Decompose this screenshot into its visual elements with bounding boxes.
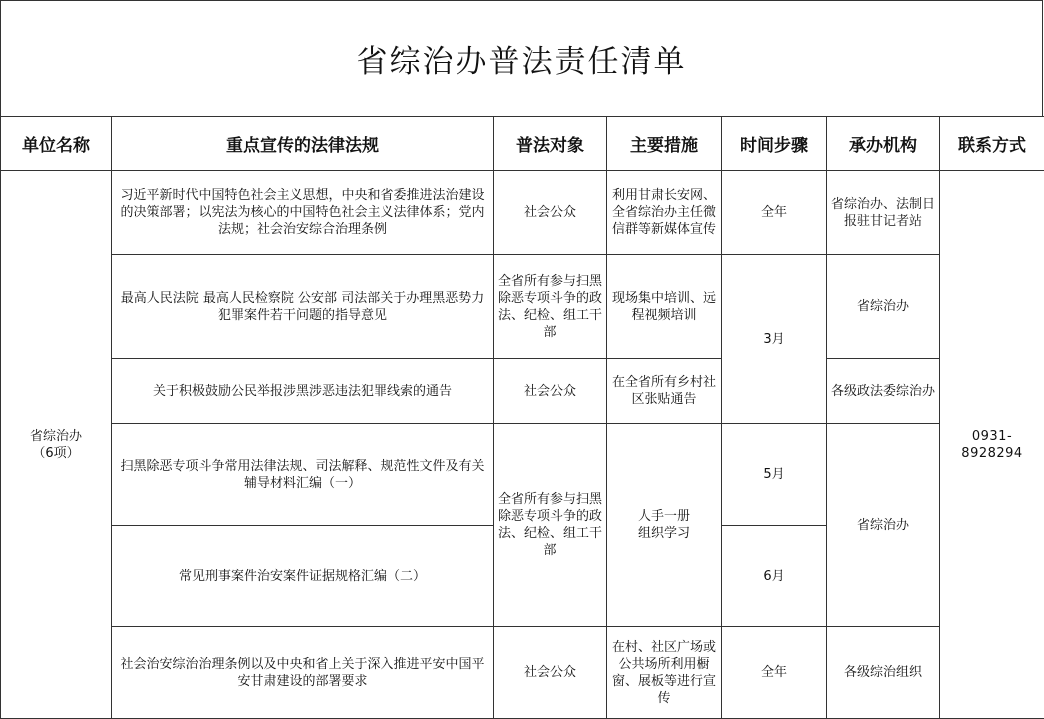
- unit-name-cell: [1, 171, 112, 719]
- target-cell: 社会公众: [494, 171, 607, 255]
- title-box: [0, 0, 1043, 116]
- header-time: 时间步骤: [722, 117, 827, 171]
- contact-cell: 0931-8928294: [940, 171, 1044, 719]
- law-cell: 常见刑事案件治安案件证据规格汇编（二）: [112, 526, 494, 627]
- target-cell: 全省所有参与扫黑除恶专项斗争的政法、纪检、组工干部: [494, 255, 607, 359]
- responsibility-table: [0, 116, 1044, 719]
- header-row: [1, 117, 1044, 171]
- time-cell: 5月: [722, 424, 827, 526]
- header-measure: 主要措施: [607, 117, 722, 171]
- table-row: [1, 424, 1044, 526]
- document-title: 省综治办普法责任清单: [356, 44, 687, 80]
- org-cell: 省综治办: [827, 255, 940, 359]
- target-cell: 社会公众: [494, 627, 607, 719]
- measure-cell: 在村、社区广场或公共场所利用橱窗、展板等进行宣传: [607, 627, 722, 719]
- law-cell: 社会治安综治治理条例以及中央和省上关于深入推进平安中国平安甘肃建设的部署要求: [112, 627, 494, 719]
- table-row: [1, 171, 1044, 255]
- measure-line: 人手一册: [637, 509, 690, 524]
- time-cell: 6月: [722, 526, 827, 627]
- table-row: [1, 627, 1044, 719]
- org-cell: 各级政法委综治办: [827, 359, 940, 424]
- header-unit: 单位名称: [1, 117, 112, 171]
- measure-cell: 利用甘肃长安网、全省综治办主任微信群等新媒体宣传: [607, 171, 722, 255]
- table-row: [1, 359, 1044, 424]
- unit-count: （6项）: [32, 445, 80, 461]
- header-law: 重点宣传的法律法规: [112, 117, 494, 171]
- measure-cell: 在全省所有乡村社区张贴通告: [607, 359, 722, 424]
- org-cell: 省综治办、法制日报驻甘记者站: [827, 171, 940, 255]
- target-cell: 社会公众: [494, 359, 607, 424]
- law-cell: 关于积极鼓励公民举报涉黑涉恶违法犯罪线索的通告: [112, 359, 494, 424]
- org-cell: 各级综治组织: [827, 627, 940, 719]
- time-cell: 全年: [722, 171, 827, 255]
- time-cell: 全年: [722, 627, 827, 719]
- table-row: [1, 255, 1044, 359]
- header-target: 普法对象: [494, 117, 607, 171]
- time-cell: 3月: [722, 255, 827, 424]
- unit-name: 省综治办: [29, 428, 82, 444]
- org-cell: 省综治办: [827, 424, 940, 627]
- header-contact: 联系方式: [940, 117, 1044, 171]
- measure-cell: 现场集中培训、远程视频培训: [607, 255, 722, 359]
- measure-cell: [607, 424, 722, 627]
- target-cell: 全省所有参与扫黑除恶专项斗争的政法、纪检、组工干部: [494, 424, 607, 627]
- law-cell: 习近平新时代中国特色社会主义思想，中央和省委推进法治建设的决策部署；以宪法为核心的中国特色社会主义法律体系；党内法规；社会治安综合治理条例: [112, 171, 494, 255]
- measure-line: 组织学习: [637, 526, 690, 541]
- law-cell: 最高人民法院 最高人民检察院 公安部 司法部关于办理黑恶势力犯罪案件若干问题的指导意见: [112, 255, 494, 359]
- law-cell: 扫黑除恶专项斗争常用法律法规、司法解释、规范性文件及有关辅导材料汇编（一）: [112, 424, 494, 526]
- header-org: 承办机构: [827, 117, 940, 171]
